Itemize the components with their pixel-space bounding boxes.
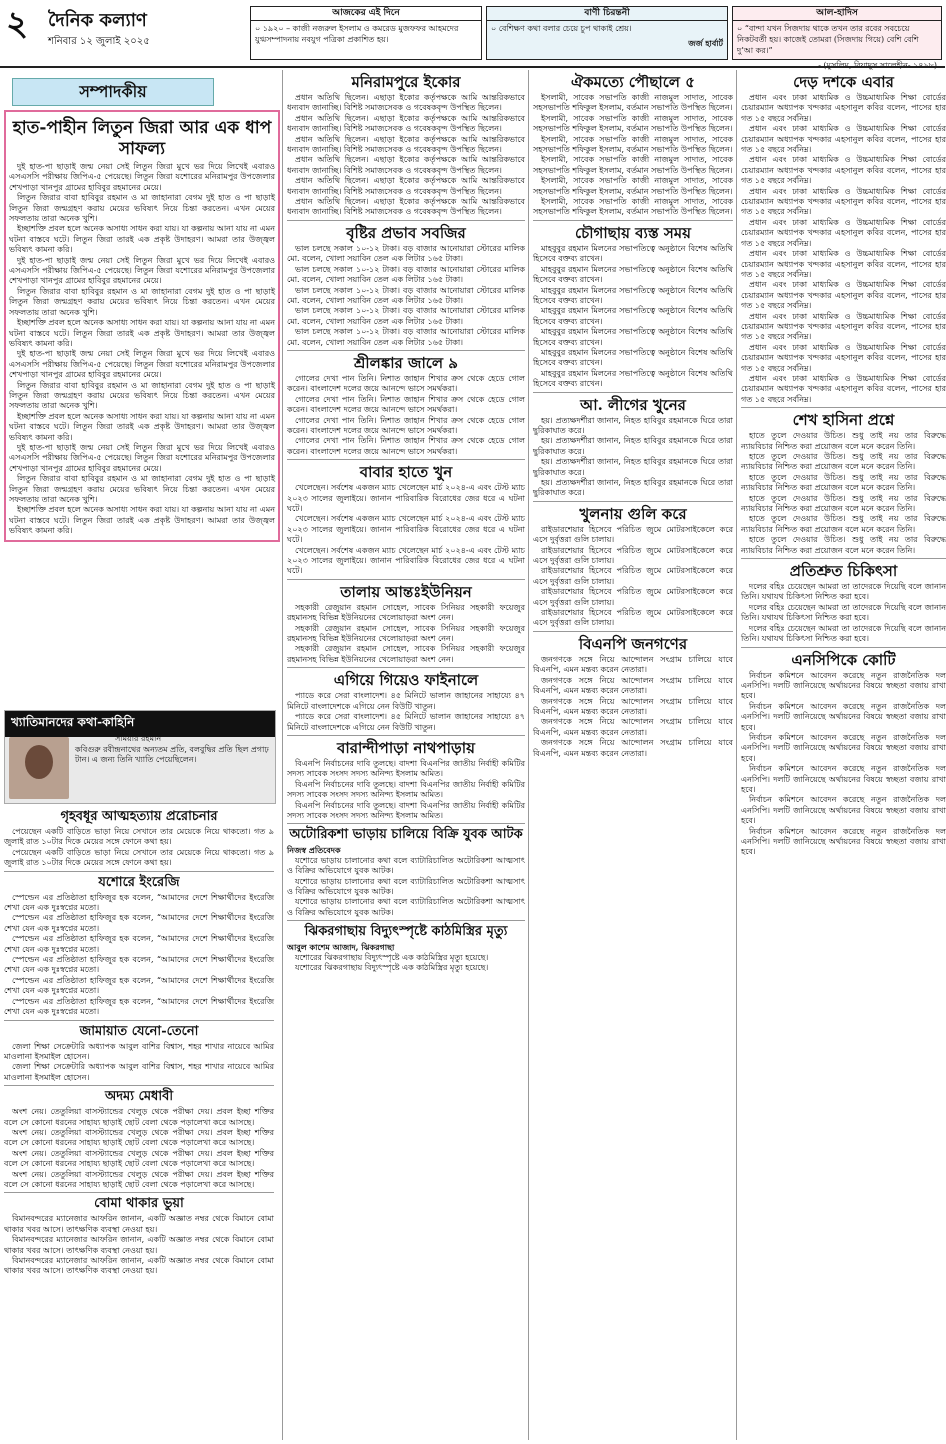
story-headline: বৃষ্টির প্রভাব সবজির	[346, 223, 466, 242]
story-text: প্যাডে করে সেরা বাংলাদেশ। ৪৫ মিনিটে ভালান জাহানের সাহায্যে ৪৭ মিনিটে বাংলাদেশকে এগিয়ে নেন বিউটি খাতুন।	[287, 691, 525, 711]
story-text: হাতে তুলে দেওয়ার উচিত। শুধু তাই নয় তার বিরুদ্ধে ন্যায়বিচার নিশ্চিত করা প্রয়োজন বলে মনে করেন তিনি।	[741, 431, 946, 451]
story-headline: আ. লীগের খুনের	[580, 395, 686, 414]
story-text: স্পেল্ডেন এর প্রতিষ্ঠাতা হাফিজুর হক বলেন, “আমাদের দেশে শিক্ষার্থীদের ইংরেজি শেখা যেন এক দুঃস্বপ্নের মতো।	[4, 955, 274, 975]
story-text: সহকারী রেজুয়ান রহমান সোহেল, সাবেক সিনিয়র সহকারী ফয়েজুর রহমানসহ বিভিন্ন ইউনিয়নের খেলোয়াড়রা অংশ নেন।	[287, 644, 525, 664]
story-text: দলের বহিঃ চেয়েছেন আমরা তা তাদেরকে দিয়েছি বলে জানান তিনি। যথাযথ চিকিৎসা নিশ্চিত করা হবে।	[741, 582, 946, 602]
story-text: স্পেল্ডেন এর প্রতিষ্ঠাতা হাফিজুর হক বলেন, “আমাদের দেশে শিক্ষার্থীদের ইংরেজি শেখা যেন এক দুঃস্বপ্নের মতো।	[4, 934, 274, 954]
story-text: গোলের দেখা পান তিনি। নিশাত জাহান শিখার ক্রস থেকে হেডে গোল করেন। বাংলাদেশ দলের জয়ে আনন্দে ভাসে সমর্থকরা।	[287, 415, 525, 435]
story-text: জেলা শিক্ষা সেক্রেটারি অধ্যাপক আবুল বাশির বিশ্বাস, শহর শাখার নায়েবে আমির মাওলানা ইসমাইল হোসেন।	[4, 1062, 274, 1082]
story-text: হাতে তুলে দেওয়ার উচিত। শুধু তাই নয় তার বিরুদ্ধে ন্যায়বিচার নিশ্চিত করা প্রয়োজন বলে মনে করেন তিনি।	[741, 514, 946, 534]
story-text: বিএনপি নির্বাচনের দাবি তুলছে। বাদশা বিএনপির জাতীয় নির্বাহী কমিটির সদস্য সাবেক সংসদ সদস্য অনিন্দ্য ইসলাম অমিত।	[287, 758, 525, 779]
page-header	[0, 0, 945, 72]
story-text: সহকারী রেজুয়ান রহমান সোহেল, সাবেক সিনিয়র সহকারী ফয়েজুর রহমানসহ বিভিন্ন ইউনিয়নের খেলোয়াড়রা অংশ নেন।	[287, 602, 525, 623]
editorial-paragraph: ইচ্ছাশক্তি প্রবল হলে অনেক অসাধ্য সাধন করা যায়। যা কল্পনায় আনা যায় না এমন ঘটনা বাস্তবে ঘটে। লিতুন জিরা তারই এক প্রকৃষ্ট উদাহরণ। আমরা তার উজ্জ্বল ভবিষ্যৎ কামনা করি।	[9, 224, 275, 255]
story-text: খেলেছেন। সর্বশেষ একজন ম্যাচ খেলেছেন মার্চ ২০২৪-এ এবং টেস্ট ম্যাচ ২০২৩ সালের জুলাইয়ে। জানান পারিবারিক বিরোধের জের ধরে এ ঘটনা ঘটে।	[287, 545, 525, 576]
editorial-headline: হাত-পাহীন লিতুন জিরা আর এক ধাপ সাফল্য	[12, 118, 272, 159]
story-text: প্রধান অতিথি ছিলেন। এছাড়া ইকোর কর্তৃপক্ষকে আমি আন্তরিকভাবে ধন্যবাদ জানাচ্ছি। বিশিষ্ট সমাজসেবক ও গবেষকবৃন্দ উপস্থিত ছিলেন।	[287, 113, 525, 134]
box-text: ০ ১৯২০ – কাজী নজরুল ইসলাম ও কমরেড মুজফফর আহমদের যুগ্মসম্পাদনায় নবযুগ পত্রিকা প্রকাশিত হয়।	[255, 24, 459, 44]
story-text: ইসলামী, সাবেক সভাপতি কাজী নাজমুল সাদাত, সাবেক সহসভাপতি শফিকুল ইসলাম, বর্তমান সভাপতি উপস্থিত ছিলেন।	[533, 197, 733, 217]
story-byline: নিজস্ব প্রতিবেদক	[287, 845, 341, 856]
story-text: হাতে তুলে দেওয়ার উচিত। শুধু তাই নয় তার বিরুদ্ধে ন্যায়বিচার নিশ্চিত করা প্রয়োজন বলে মনে করেন তিনি।	[741, 493, 946, 514]
story-headline: মনিরামপুরে ইকোর	[351, 73, 461, 91]
page-number: ২	[6, 4, 29, 44]
story-text: অংশ নেয়। তেতুলিয়া বাসস্ট্যান্ডের খেলুড় থেকে পরীক্ষা দেয়। প্রবল ইচ্ছা শক্তির বলে সে কোনো ধরনের সাহায্য ছাড়াই ছোট বেলা থেকে পড়ালেখা করে আসছে।	[4, 1169, 274, 1189]
story-text: ভাল চলছে সকাল ১০-১২ টাকা। বড় বাজার আনোয়ারা স্টোরের মালিক মো. বলেন, খোলা সয়াবিন তেল এক লিটার ১৬৫ টাকা।	[287, 327, 525, 347]
story-text: বিমানবন্দরের ম্যানেজার আফরিন জানান, একটি অজ্ঞাত নম্বর থেকে বিমানে বোমা থাকার খবর আসে। তাৎক্ষণিক ব্যবস্থা নেওয়া হয়।	[4, 1256, 274, 1276]
story-text: প্যাডে করে সেরা বাংলাদেশ। ৪৫ মিনিটে ভালান জাহানের সাহায্যে ৪৭ মিনিটে বাংলাদেশকে এগিয়ে নেন বিউটি খাতুন।	[287, 712, 525, 732]
box-text: ০ “বান্দা যখন সিজদায় থাকে তখন তার রবের সবচেয়ে নিকটবর্তী হয়। কাজেই তোমরা (সিজদায় গিয়ে) বেশি বেশি দু’আ কর।”	[737, 24, 919, 55]
editorial-paragraph: ইচ্ছাশক্তি প্রবল হলে অনেক অসাধ্য সাধন করা যায়। যা কল্পনায় আনা যায় না এমন ঘটনা বাস্তবে ঘটে। লিতুন জিরা তারই এক প্রকৃষ্ট উদাহরণ। আমরা তার উজ্জ্বল ভবিষ্যৎ কামনা করি।	[9, 505, 275, 536]
story-text: ভাল চলছে সকাল ১০-১২ টাকা। বড় বাজার আনোয়ারা স্টোরের মালিক মো. বলেন, খোলা সয়াবিন তেল এক লিটার ১৬৫ টাকা।	[287, 243, 525, 264]
story-headline: বাবার হাতে খুন	[359, 463, 453, 482]
column-2	[282, 70, 525, 1440]
story-headline: এগিয়ে গিয়েও ফাইনালে	[333, 671, 479, 690]
story-byline: আবুল কাশেম আজাদ, ঝিকরগাছা	[287, 942, 395, 953]
story-text: হাতে তুলে দেওয়ার উচিত। শুধু তাই নয় তার বিরুদ্ধে ন্যায়বিচার নিশ্চিত করা প্রয়োজন বলে মনে করেন তিনি।	[741, 472, 946, 493]
story-headline: যশোরে ইংরেজি	[98, 874, 180, 890]
story-text: প্রধান এবং ঢাকা মাধ্যমিক ও উচ্চমাধ্যমিক শিক্ষা বোর্ডের চেয়ারম্যান অধ্যাপক খন্দকার এহসানুল কবির বলেন, পাসের হার গত ১৫ বছরে সর্বনিম্ন।	[741, 155, 946, 186]
story-headline: খুলনায় গুলি করে	[579, 504, 687, 523]
story-text: বিএনপি নির্বাচনের দাবি তুলছে। বাদশা বিএনপির জাতীয় নির্বাহী কমিটির সদস্য সাবেক সংসদ সদস্য অনিন্দ্য ইসলাম অমিত।	[287, 800, 525, 820]
story-text: হাতে তুলে দেওয়ার উচিত। শুধু তাই নয় তার বিরুদ্ধে ন্যায়বিচার নিশ্চিত করা প্রয়োজন বলে মনে করেন তিনি।	[741, 535, 946, 555]
masthead: দৈনিক কল্যাণ	[48, 10, 147, 31]
story-text: জনগণকে সঙ্গে নিয়ে আন্দোলন সংগ্রাম চালিয়ে যাবে বিএনপি, এমন মন্তব্য করেন নেতারা।	[533, 738, 733, 758]
box-title: আল-হাদিস	[733, 7, 941, 21]
story-text: দলের বহিঃ চেয়েছেন আমরা তা তাদেরকে দিয়েছি বলে জানান তিনি। যথাযথ চিকিৎসা নিশ্চিত করা হবে।	[741, 623, 946, 644]
story-text: হয়। প্রত্যক্ষদর্শীরা জানান, নিহত হাবিবুর রহমানকে ঘিরে তারা ছুরিকাঘাত করে।	[533, 436, 733, 456]
story-text: জনগণকে সঙ্গে নিয়ে আন্দোলন সংগ্রাম চালিয়ে যাবে বিএনপি, এমন মন্তব্য করেন নেতারা।	[533, 654, 733, 675]
story-text: রাইডারশেয়ার হিসেবে পরিচিত জুমে মোটরসাইকেলে করে এসে দুর্বৃত্তরা গুলি চালায়।	[533, 587, 733, 607]
story-text: মাহবুবুর রহমান মিলনের সভাপতিত্বে অনুষ্ঠানে বিশেষ অতিথি হিসেবে বক্তব্য রাখেন।	[533, 306, 733, 326]
dateline: শনিবার ১২ জুলাই ২০২৫	[48, 36, 150, 47]
story-text: মাহবুবুর রহমান মিলনের সভাপতিত্বে অনুষ্ঠানে বিশেষ অতিথি হিসেবে বক্তব্য রাখেন।	[533, 243, 733, 264]
story-text: স্পেল্ডেন এর প্রতিষ্ঠাতা হাফিজুর হক বলেন, “আমাদের দেশে শিক্ষার্থীদের ইংরেজি শেখা যেন এক দুঃস্বপ্নের মতো।	[4, 892, 274, 913]
box-title: বাণী চিরন্তনী	[487, 7, 727, 21]
story-headline: ঐকমত্যে পৌছালে ৫	[571, 73, 695, 91]
column-title: খ্যাতিমানদের কথা-কাহিনি	[5, 711, 275, 737]
story-text: জনগণকে সঙ্গে নিয়ে আন্দোলন সংগ্রাম চালিয়ে যাবে বিএনপি, এমন মন্তব্য করেন নেতারা।	[533, 717, 733, 737]
story-headline: শ্রীলঙ্কার জালে ৯	[354, 353, 458, 372]
story-text: প্রধান অতিথি ছিলেন। এছাড়া ইকোর কর্তৃপক্ষকে আমি আন্তরিকভাবে ধন্যবাদ জানাচ্ছি। বিশিষ্ট সমাজসেবক ও গবেষকবৃন্দ উপস্থিত ছিলেন।	[287, 176, 525, 196]
story-text: হয়। প্রত্যক্ষদর্শীরা জানান, নিহত হাবিবুর রহমানকে ঘিরে তারা ছুরিকাঘাত করে।	[533, 457, 733, 477]
column-1	[4, 70, 276, 1440]
story-text: জেলা শিক্ষা সেক্রেটারি অধ্যাপক আবুল বাশির বিশ্বাস, শহর শাখার নায়েবে আমির মাওলানা ইসমাইল হোসেন।	[4, 1041, 274, 1061]
story-text: জনগণকে সঙ্গে নিয়ে আন্দোলন সংগ্রাম চালিয়ে যাবে বিএনপি, এমন মন্তব্য করেন নেতারা।	[533, 696, 733, 716]
story-headline: প্রতিশ্রুত চিকিৎসা	[789, 562, 898, 581]
story-text: অংশ নেয়। তেতুলিয়া বাসস্ট্যান্ডের খেলুড় থেকে পরীক্ষা দেয়। প্রবল ইচ্ছা শক্তির বলে সে কোনো ধরনের সাহায্য ছাড়াই ছোট বেলা থেকে পড়ালেখা করে আসছে।	[4, 1107, 274, 1127]
story-text: প্রধান এবং ঢাকা মাধ্যমিক ও উচ্চমাধ্যমিক শিক্ষা বোর্ডের চেয়ারম্যান অধ্যাপক খন্দকার এহসানুল কবির বলেন, পাসের হার গত ১৫ বছরে সর্বনিম্ন।	[741, 342, 946, 373]
story-text: নির্বাচন কমিশনে আবেদন করেছে নতুন রাজনৈতিক দল এনসিপি। দলটি জানিয়েছে অর্থায়নের বিষয়ে স্বচ্ছতা বজায় রাখা হবে।	[741, 701, 946, 732]
story-text: বিমানবন্দরের ম্যানেজার আফরিন জানান, একটি অজ্ঞাত নম্বর থেকে বিমানে বোমা থাকার খবর আসে। তাৎক্ষণিক ব্যবস্থা নেওয়া হয়।	[4, 1235, 274, 1255]
story-text: প্রধান অতিথি ছিলেন। এছাড়া ইকোর কর্তৃপক্ষকে আমি আন্তরিকভাবে ধন্যবাদ জানাচ্ছি। বিশিষ্ট সমাজসেবক ও গবেষকবৃন্দ উপস্থিত ছিলেন।	[287, 155, 525, 175]
story-text: ভাল চলছে সকাল ১০-১২ টাকা। বড় বাজার আনোয়ারা স্টোরের মালিক মো. বলেন, খোলা সয়াবিন তেল এক লিটার ১৬৫ টাকা।	[287, 306, 525, 326]
story-headline: বারান্দীপাড়া নাথপাড়ায়	[337, 738, 475, 757]
editorial-paragraph: লিতুন জিরার বাবা হাবিবুর রহমান ও মা জাহানারা বেগম দুই হাত ও পা ছাড়াই লিতুন জিরা জন্মগ্রহণ করায় মেয়ের ভবিষ্যৎ নিয়ে চিন্তা করতেন। এখন মেয়ের সফলতায় তারা অনেক খুশি।	[9, 380, 275, 411]
column-4	[736, 70, 946, 1440]
header-rule	[0, 66, 945, 68]
story-headline: দেড় দশকে এবার	[793, 73, 894, 91]
author-photo	[9, 737, 69, 799]
story-text: ভাল চলছে সকাল ১০-১২ টাকা। বড় বাজার আনোয়ারা স্টোরের মালিক মো. বলেন, খোলা সয়াবিন তেল এক লিটার ১৬৫ টাকা।	[287, 285, 525, 305]
story-text: অংশ নেয়। তেতুলিয়া বাসস্ট্যান্ডের খেলুড় থেকে পরীক্ষা দেয়। প্রবল ইচ্ছা শক্তির বলে সে কোনো ধরনের সাহায্য ছাড়াই ছোট বেলা থেকে পড়ালেখা করে আসছে।	[4, 1148, 274, 1169]
editorial-paragraph: দুই হাত-পা ছাড়াই জন্ম নেয়া সেই লিতুন জিরা মুখে ভর দিয়ে লিখেই এবারও এসএসসি পরীক্ষায় জিপিএ-৫ পেয়েছে। লিতুন জিরা যশোরের মনিরামপুর উপজেলার শেখপাড়া খানপুর গ্রামের হাবিবুর রহমানের মেয়ে।	[9, 255, 275, 286]
quote-box	[486, 6, 728, 60]
story-text: স্পেল্ডেন এর প্রতিষ্ঠাতা হাফিজুর হক বলেন, “আমাদের দেশে শিক্ষার্থীদের ইংরেজি শেখা যেন এক দুঃস্বপ্নের মতো।	[4, 975, 274, 996]
story-text: সহকারী রেজুয়ান রহমান সোহেল, সাবেক সিনিয়র সহকারী ফয়েজুর রহমানসহ বিভিন্ন ইউনিয়নের খেলোয়াড়রা অংশ নেন।	[287, 623, 525, 644]
story-text: গোলের দেখা পান তিনি। নিশাত জাহান শিখার ক্রস থেকে হেডে গোল করেন। বাংলাদেশ দলের জয়ে আনন্দে ভাসে সমর্থকরা।	[287, 436, 525, 456]
today-in-history-box	[250, 6, 482, 60]
story-text: স্পেল্ডেন এর প্রতিষ্ঠাতা হাফিজুর হক বলেন, “আমাদের দেশে শিক্ষার্থীদের ইংরেজি শেখা যেন এক দুঃস্বপ্নের মতো।	[4, 996, 274, 1017]
story-text: মাহবুবুর রহমান মিলনের সভাপতিত্বে অনুষ্ঠানে বিশেষ অতিথি হিসেবে বক্তব্য রাখেন।	[533, 285, 733, 305]
quote-author: জর্জ হার্বার্ট	[688, 38, 723, 48]
story-headline: জামায়াত যেনো-তেনো	[79, 1023, 199, 1039]
story-text: ভাল চলছে সকাল ১০-১২ টাকা। বড় বাজার আনোয়ারা স্টোরের মালিক মো. বলেন, খোলা সয়াবিন তেল এক লিটার ১৬৫ টাকা।	[287, 264, 525, 285]
box-text: ০ বেশিক্ষণ কথা বলার চেয়ে চুপ থাকাই শ্রেয়।	[491, 24, 632, 33]
story-headline: বোমা থাকার ভুয়া	[94, 1196, 184, 1212]
story-text: প্রধান এবং ঢাকা মাধ্যমিক ও উচ্চমাধ্যমিক শিক্ষা বোর্ডের চেয়ারম্যান অধ্যাপক খন্দকার এহসানুল কবির বলেন, পাসের হার গত ১৫ বছরে সর্বনিম্ন।	[741, 124, 946, 155]
editorial-box	[4, 110, 280, 542]
story-text: নির্বাচন কমিশনে আবেদন করেছে নতুন রাজনৈতিক দল এনসিপি। দলটি জানিয়েছে অর্থায়নের বিষয়ে স্বচ্ছতা বজায় রাখা হবে।	[741, 826, 946, 857]
story-text: ইসলামী, সাবেক সভাপতি কাজী নাজমুল সাদাত, সাবেক সহসভাপতি শফিকুল ইসলাম, বর্তমান সভাপতি উপস্থিত ছিলেন।	[533, 155, 733, 175]
story-headline: ঝিকরগাছায় বিদ্যুৎস্পৃষ্টে কাঠমিস্ত্রির মৃত্যু	[304, 924, 508, 940]
story-text: প্রধান এবং ঢাকা মাধ্যমিক ও উচ্চমাধ্যমিক শিক্ষা বোর্ডের চেয়ারম্যান অধ্যাপক খন্দকার এহসানুল কবির বলেন, পাসের হার গত ১৫ বছরে সর্বনিম্ন।	[741, 93, 946, 123]
story-text: যশোরের ঝিকরগাছায় বিদ্যুৎস্পৃষ্টে এক কাঠমিস্ত্রির মৃত্যু হয়েছে।	[295, 963, 489, 972]
editorial-paragraph: লিতুন জিরার বাবা হাবিবুর রহমান ও মা জাহানারা বেগম দুই হাত ও পা ছাড়াই লিতুন জিরা জন্মগ্রহণ করায় মেয়ের ভবিষ্যৎ নিয়ে চিন্তা করতেন। এখন মেয়ের সফলতায় তারা অনেক খুশি।	[9, 193, 275, 224]
story-text: প্রধান এবং ঢাকা মাধ্যমিক ও উচ্চমাধ্যমিক শিক্ষা বোর্ডের চেয়ারম্যান অধ্যাপক খন্দকার এহসানুল কবির বলেন, পাসের হার গত ১৫ বছরে সর্বনিম্ন।	[741, 186, 946, 217]
column-feature-box	[4, 710, 276, 804]
story-text: হয়। প্রত্যক্ষদর্শীরা জানান, নিহত হাবিবুর রহমানকে ঘিরে তারা ছুরিকাঘাত করে।	[533, 478, 733, 498]
story-text: যশোরে ভাড়ায় চালানোর কথা বলে ব্যাটারিচালিত অটোরিকশা আত্মসাৎ ও বিক্রির অভিযোগে যুবক আটক।	[287, 897, 525, 917]
story-text: পেয়েছেন একটি বাড়িতে ভাড়া নিয়ে সেখানে তার মেয়েকে নিয়ে থাকতো। গত ৯ জুলাই রাত ১০টার দিকে মেয়ের সঙ্গে ফোনে কথা হয়।	[4, 847, 274, 868]
story-text: গোলের দেখা পান তিনি। নিশাত জাহান শিখার ক্রস থেকে হেডে গোল করেন। বাংলাদেশ দলের জয়ে আনন্দে ভাসে সমর্থকরা।	[287, 373, 525, 394]
story-text: রাইডারশেয়ার হিসেবে পরিচিত জুমে মোটরসাইকেলে করে এসে দুর্বৃত্তরা গুলি চালায়।	[533, 524, 733, 545]
story-headline: অটোরিকশা ভাড়ায় চালিয়ে বিক্রি যুবক আটক	[289, 827, 523, 843]
story-text: নির্বাচন কমিশনে আবেদন করেছে নতুন রাজনৈতিক দল এনসিপি। দলটি জানিয়েছে অর্থায়নের বিষয়ে স্বচ্ছতা বজায় রাখা হবে।	[741, 670, 946, 701]
story-text: নির্বাচন কমিশনে আবেদন করেছে নতুন রাজনৈতিক দল এনসিপি। দলটি জানিয়েছে অর্থায়নের বিষয়ে স্বচ্ছতা বজায় রাখা হবে।	[741, 732, 946, 763]
story-text: বিমানবন্দরের ম্যানেজার আফরিন জানান, একটি অজ্ঞাত নম্বর থেকে বিমানে বোমা থাকার খবর আসে। তাৎক্ষণিক ব্যবস্থা নেওয়া হয়।	[4, 1214, 274, 1234]
story-text: অংশ নেয়। তেতুলিয়া বাসস্ট্যান্ডের খেলুড় থেকে পরীক্ষা দেয়। প্রবল ইচ্ছা শক্তির বলে সে কোনো ধরনের সাহায্য ছাড়াই ছোট বেলা থেকে পড়ালেখা করে আসছে।	[4, 1127, 274, 1148]
editorial-paragraph: লিতুন জিরার বাবা হাবিবুর রহমান ও মা জাহানারা বেগম দুই হাত ও পা ছাড়াই লিতুন জিরা জন্মগ্রহণ করায় মেয়ের ভবিষ্যৎ নিয়ে চিন্তা করতেন। এখন মেয়ের সফলতায় তারা অনেক খুশি।	[9, 286, 275, 317]
story-headline: শেখ হাসিনা প্রশ্নে	[792, 411, 895, 430]
story-text: যশোরে ভাড়ায় চালানোর কথা বলে ব্যাটারিচালিত অটোরিকশা আত্মসাৎ ও বিক্রির অভিযোগে যুবক আটক।	[287, 876, 525, 896]
story-text: যশোরে ভাড়ায় চালানোর কথা বলে ব্যাটারিচালিত অটোরিকশা আত্মসাৎ ও বিক্রির অভিযোগে যুবক আটক।	[287, 855, 525, 876]
editorial-paragraph: দুই হাত-পা ছাড়াই জন্ম নেয়া সেই লিতুন জিরা মুখে ভর দিয়ে লিখেই এবারও এসএসসি পরীক্ষায় জিপিএ-৫ পেয়েছে। লিতুন জিরা যশোরের মনিরামপুর উপজেলার শেখপাড়া খানপুর গ্রামের হাবিবুর রহমানের মেয়ে।	[9, 349, 275, 380]
story-headline: তালায় আন্তঃইউনিয়ন	[340, 582, 472, 601]
story-text: মাহবুবুর রহমান মিলনের সভাপতিত্বে অনুষ্ঠানে বিশেষ অতিথি হিসেবে বক্তব্য রাখেন।	[533, 368, 733, 389]
editorial-paragraph: দুই হাত-পা ছাড়াই জন্ম নেয়া সেই লিতুন জিরা মুখে ভর দিয়ে লিখেই এবারও এসএসসি পরীক্ষায় জিপিএ-৫ পেয়েছে। লিতুন জিরা যশোরের মনিরামপুর উপজেলার শেখপাড়া খানপুর গ্রামের হাবিবুর রহমানের মেয়ে।	[9, 442, 275, 473]
story-headline: অদম্য মেধাবী	[104, 1089, 174, 1105]
column-byline: সমিয়ার রহমান	[115, 734, 162, 743]
story-text: যশোরের ঝিকরগাছায় বিদ্যুৎস্পৃষ্টে এক কাঠমিস্ত্রির মৃত্যু হয়েছে।	[295, 952, 489, 962]
editorial-paragraph: লিতুন জিরার বাবা হাবিবুর রহমান ও মা জাহানারা বেগম দুই হাত ও পা ছাড়াই লিতুন জিরা জন্মগ্রহণ করায় মেয়ের ভবিষ্যৎ নিয়ে চিন্তা করতেন। এখন মেয়ের সফলতায় তারা অনেক খুশি।	[9, 474, 275, 504]
story-text: রাইডারশেয়ার হিসেবে পরিচিত জুমে মোটরসাইকেলে করে এসে দুর্বৃত্তরা গুলি চালায়।	[533, 566, 733, 586]
story-text: জনগণকে সঙ্গে নিয়ে আন্দোলন সংগ্রাম চালিয়ে যাবে বিএনপি, এমন মন্তব্য করেন নেতারা।	[533, 675, 733, 696]
story-text: ইসলামী, সাবেক সভাপতি কাজী নাজমুল সাদাত, সাবেক সহসভাপতি শফিকুল ইসলাম, বর্তমান সভাপতি উপস্থিত ছিলেন।	[533, 113, 733, 134]
story-headline: বিএনপি জনগণের	[578, 634, 688, 653]
story-headline: এনসিপিকে কোটি	[791, 650, 896, 669]
column-text: কবিগুরু রবীন্দ্রনাথের অন্যতম প্রতি, বলবুদ্বির প্রতি ছিল প্রগাঢ় টান। এ জন্য তিনি খ্যাতি পেয়েছিলেন।	[75, 745, 269, 764]
story-block	[4, 806, 274, 1277]
story-text: প্রধান অতিথি ছিলেন। এছাড়া ইকোর কর্তৃপক্ষকে আমি আন্তরিকভাবে ধন্যবাদ জানাচ্ছি। বিশিষ্ট সমাজসেবক ও গবেষকবৃন্দ উপস্থিত ছিলেন।	[287, 93, 525, 113]
story-text: বিএনপি নির্বাচনের দাবি তুলছে। বাদশা বিএনপির জাতীয় নির্বাহী কমিটির সদস্য সাবেক সংসদ সদস্য অনিন্দ্য ইসলাম অমিত।	[287, 779, 525, 800]
story-text: ইসলামী, সাবেক সভাপতি কাজী নাজমুল সাদাত, সাবেক সহসভাপতি শফিকুল ইসলাম, বর্তমান সভাপতি উপস্থিত ছিলেন।	[533, 176, 733, 196]
box-title: আজকের এই দিনে	[251, 7, 481, 21]
editorial-paragraph: দুই হাত-পা ছাড়াই জন্ম নেয়া সেই লিতুন জিরা মুখে ভর দিয়ে লিখেই এবারও এসএসসি পরীক্ষায় জিপিএ-৫ পেয়েছে। লিতুন জিরা যশোরের মনিরামপুর উপজেলার শেখপাড়া খানপুর গ্রামের হাবিবুর রহমানের মেয়ে।	[9, 162, 275, 192]
story-text: দলের বহিঃ চেয়েছেন আমরা তা তাদেরকে দিয়েছি বলে জানান তিনি। যথাযথ চিকিৎসা নিশ্চিত করা হবে।	[741, 602, 946, 623]
story-text: প্রধান এবং ঢাকা মাধ্যমিক ও উচ্চমাধ্যমিক শিক্ষা বোর্ডের চেয়ারম্যান অধ্যাপক খন্দকার এহসানুল কবির বলেন, পাসের হার গত ১৫ বছরে সর্বনিম্ন।	[741, 217, 946, 248]
editorial-section-label: সম্পাদকীয়	[12, 78, 214, 106]
story-text: হাতে তুলে দেওয়ার উচিত। শুধু তাই নয় তার বিরুদ্ধে ন্যায়বিচার নিশ্চিত করা প্রয়োজন বলে মনে করেন তিনি।	[741, 452, 946, 472]
story-text: প্রধান অতিথি ছিলেন। এছাড়া ইকোর কর্তৃপক্ষকে আমি আন্তরিকভাবে ধন্যবাদ জানাচ্ছি। বিশিষ্ট সমাজসেবক ও গবেষকবৃন্দ উপস্থিত ছিলেন।	[287, 134, 525, 155]
story-text: রাইডারশেয়ার হিসেবে পরিচিত জুমে মোটরসাইকেলে করে এসে দুর্বৃত্তরা গুলি চালায়।	[533, 545, 733, 566]
story-text: মাহবুবুর রহমান মিলনের সভাপতিত্বে অনুষ্ঠানে বিশেষ অতিথি হিসেবে বক্তব্য রাখেন।	[533, 347, 733, 368]
editorial-paragraph: ইচ্ছাশক্তি প্রবল হলে অনেক অসাধ্য সাধন করা যায়। যা কল্পনায় আনা যায় না এমন ঘটনা বাস্তবে ঘটে। লিতুন জিরা তারই এক প্রকৃষ্ট উদাহরণ। আমরা তার উজ্জ্বল ভবিষ্যৎ কামনা করি।	[9, 318, 275, 348]
column-3	[528, 70, 733, 1440]
story-headline: গৃহবধূর আত্মহত্যায় প্ররোচনার	[60, 809, 218, 824]
story-text: মাহবুবুর রহমান মিলনের সভাপতিত্বে অনুষ্ঠানে বিশেষ অতিথি হিসেবে বক্তব্য রাখেন।	[533, 327, 733, 347]
story-text: গোলের দেখা পান তিনি। নিশাত জাহান শিখার ক্রস থেকে হেডে গোল করেন। বাংলাদেশ দলের জয়ে আনন্দে ভাসে সমর্থকরা।	[287, 394, 525, 415]
story-text: প্রধান এবং ঢাকা মাধ্যমিক ও উচ্চমাধ্যমিক শিক্ষা বোর্ডের চেয়ারম্যান অধ্যাপক খন্দকার এহসানুল কবির বলেন, পাসের হার গত ১৫ বছরে সর্বনিম্ন।	[741, 280, 946, 311]
story-text: হয়। প্রত্যক্ষদর্শীরা জানান, নিহত হাবিবুর রহমানকে ঘিরে তারা ছুরিকাঘাত করে।	[533, 415, 733, 435]
story-text: মাহবুবুর রহমান মিলনের সভাপতিত্বে অনুষ্ঠানে বিশেষ অতিথি হিসেবে বক্তব্য রাখেন।	[533, 264, 733, 285]
story-text: প্রধান এবং ঢাকা মাধ্যমিক ও উচ্চমাধ্যমিক শিক্ষা বোর্ডের চেয়ারম্যান অধ্যাপক খন্দকার এহসানুল কবির বলেন, পাসের হার গত ১৫ বছরে সর্বনিম্ন।	[741, 249, 946, 279]
story-text: স্পেল্ডেন এর প্রতিষ্ঠাতা হাফিজুর হক বলেন, “আমাদের দেশে শিক্ষার্থীদের ইংরেজি শেখা যেন এক দুঃস্বপ্নের মতো।	[4, 913, 274, 933]
editorial-paragraph: ইচ্ছাশক্তি প্রবল হলে অনেক অসাধ্য সাধন করা যায়। যা কল্পনায় আনা যায় না এমন ঘটনা বাস্তবে ঘটে। লিতুন জিরা তারই এক প্রকৃষ্ট উদাহরণ। আমরা তার উজ্জ্বল ভবিষ্যৎ কামনা করি।	[9, 411, 275, 442]
story-text: প্রধান অতিথি ছিলেন। এছাড়া ইকোর কর্তৃপক্ষকে আমি আন্তরিকভাবে ধন্যবাদ জানাচ্ছি। বিশিষ্ট সমাজসেবক ও গবেষকবৃন্দ উপস্থিত ছিলেন।	[287, 197, 525, 217]
story-text: নির্বাচন কমিশনে আবেদন করেছে নতুন রাজনৈতিক দল এনসিপি। দলটি জানিয়েছে অর্থায়নের বিষয়ে স্বচ্ছতা বজায় রাখা হবে।	[741, 795, 946, 826]
story-text: খেলেছেন। সর্বশেষ একজন ম্যাচ খেলেছেন মার্চ ২০২৪-এ এবং টেস্ট ম্যাচ ২০২৩ সালের জুলাইয়ে। জানান পারিবারিক বিরোধের জের ধরে এ ঘটনা ঘটে।	[287, 514, 525, 545]
story-text: ইসলামী, সাবেক সভাপতি কাজী নাজমুল সাদাত, সাবেক সহসভাপতি শফিকুল ইসলাম, বর্তমান সভাপতি উপস্থিত ছিলেন।	[533, 93, 733, 113]
story-text: প্রধান এবং ঢাকা মাধ্যমিক ও উচ্চমাধ্যমিক শিক্ষা বোর্ডের চেয়ারম্যান অধ্যাপক খন্দকার এহসানুল কবির বলেন, পাসের হার গত ১৫ বছরে সর্বনিম্ন।	[741, 373, 946, 404]
story-text: খেলেছেন। সর্বশেষ একজন ম্যাচ খেলেছেন মার্চ ২০২৪-এ এবং টেস্ট ম্যাচ ২০২৩ সালের জুলাইয়ে। জানান পারিবারিক বিরোধের জের ধরে এ ঘটনা ঘটে।	[287, 483, 525, 513]
story-text: ইসলামী, সাবেক সভাপতি কাজী নাজমুল সাদাত, সাবেক সহসভাপতি শফিকুল ইসলাম, বর্তমান সভাপতি উপস্থিত ছিলেন।	[533, 134, 733, 155]
hadith-box	[732, 6, 942, 60]
story-headline: চৌগাছায় ব্যস্ত সময়	[575, 223, 691, 242]
story-text: প্রধান এবং ঢাকা মাধ্যমিক ও উচ্চমাধ্যমিক শিক্ষা বোর্ডের চেয়ারম্যান অধ্যাপক খন্দকার এহসানুল কবির বলেন, পাসের হার গত ১৫ বছরে সর্বনিম্ন।	[741, 311, 946, 342]
story-text: রাইডারশেয়ার হিসেবে পরিচিত জুমে মোটরসাইকেলে করে এসে দুর্বৃত্তরা গুলি চালায়।	[533, 608, 733, 628]
story-text: পেয়েছেন একটি বাড়িতে ভাড়া নিয়ে সেখানে তার মেয়েকে নিয়ে থাকতো। গত ৯ জুলাই রাত ১০টার দিকে মেয়ের সঙ্গে ফোনে কথা হয়।	[4, 827, 274, 847]
story-text: নির্বাচন কমিশনে আবেদন করেছে নতুন রাজনৈতিক দল এনসিপি। দলটি জানিয়েছে অর্থায়নের বিষয়ে স্বচ্ছতা বজায় রাখা হবে।	[741, 764, 946, 794]
